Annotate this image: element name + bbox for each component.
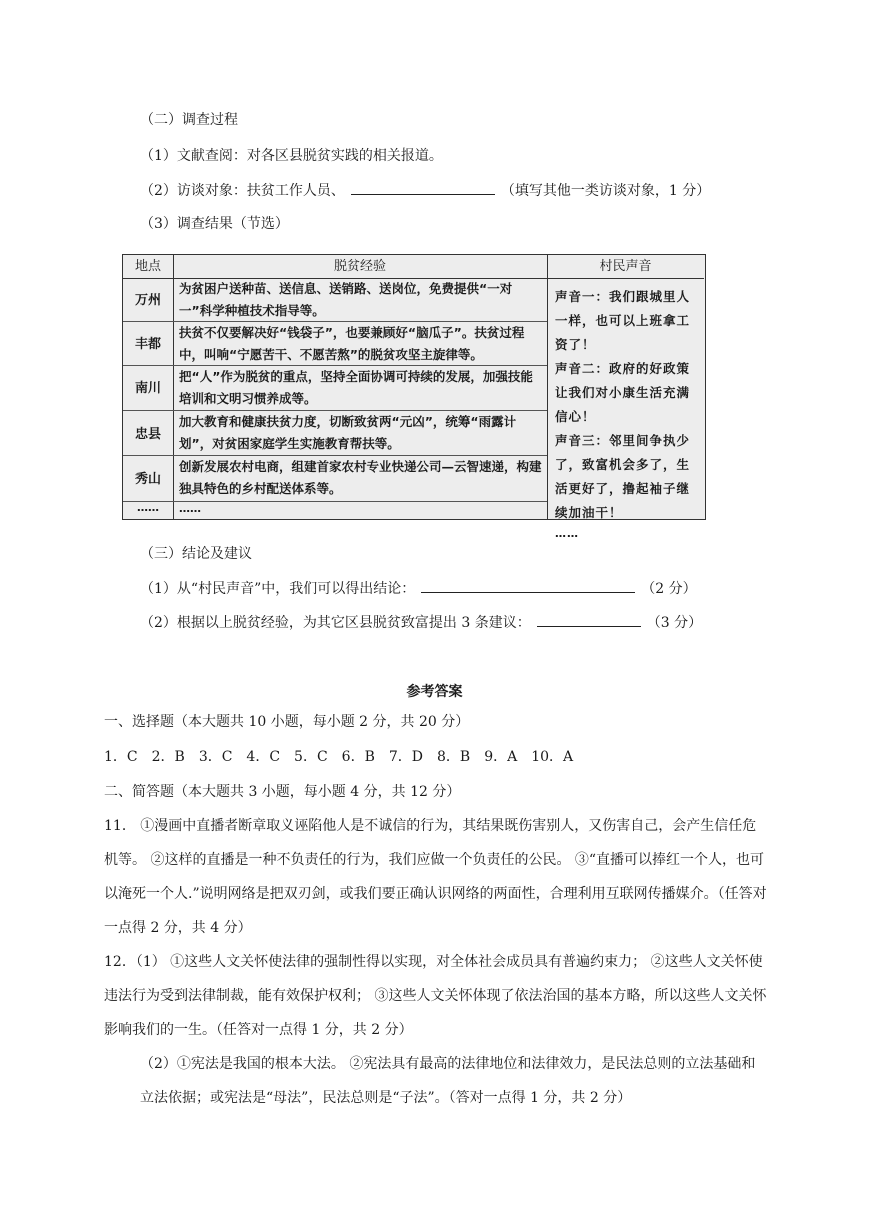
answer-blank-2[interactable] (421, 578, 635, 593)
answers-section-2: 二、简答题（本大题共 3 小题，每小题 4 分，共 12 分） (104, 784, 461, 800)
table-row-place: 丰都 (134, 337, 161, 352)
table-header-voices: 村民声音 (547, 255, 704, 279)
conclusion-item-1 (140, 578, 697, 599)
conclusion-item-2-suffix: （3 分） (646, 615, 703, 631)
table-divider (547, 255, 548, 519)
villager-voices (555, 285, 701, 543)
answers-title: 参考答案 (406, 684, 463, 700)
answer-q12-part1: 12．（1） ①这些人文关怀使法律的强制性得以实现，对全体社会成员具有普遍约束力； ②这些人文关怀使违法行为受到法律制裁，能有效保护权利； ③这些人文关怀体现了依法治国的基本方略，所以这些人文关怀影响我们的一生。（任答对一点得 1 分，共 2 分） (104, 954, 767, 1038)
table-header-experience: 脱贫经验 (173, 255, 547, 279)
conclusion-title: （三）结论及建议 (140, 546, 252, 562)
answer-q11: 11． ①漫画中直播者断章取义诬陷他人是不诚信的行为，其结果既伤害别人，又伤害自己，会产生信任危机等。 ②这样的直播是一种不负责任的行为，我们应做一个负责任的公民。 ③“直播可以捧红一个人，也可以淹死一个人.”说明网络是把双刃剑，或我们要正确认识网络的两面性，合理利用互联网传播媒介。（任答对一点得 2 分，共 4 分） (104, 818, 767, 936)
table-row-place: 秀山 (134, 472, 161, 487)
survey-item-2 (140, 180, 710, 201)
table-divider (173, 255, 174, 519)
conclusion-item-2-prefix: （2）根据以上脱贫经验，为其它区县脱贫致富提出 3 条建议： (140, 615, 531, 631)
process-title: （二）调查过程 (140, 112, 238, 128)
voice-1: 声音一：我们跟城里人一样，也可以上班拿工资了！ (555, 289, 691, 352)
answer-q12-part2: （2）①宪法是我国的根本大法。 ②宪法具有最高的法律地位和法律效力，是民法总则的立法基础和立法依据；或宪法是“母法”，民法总则是“子法”。（答对一点得 1 分，共 2 分） (140, 1056, 756, 1106)
answers-choices: 1．C 2．B 3．C 4．C 5．C 6．B 7．D 8．B 9．A 10．A (104, 749, 574, 765)
table-row-place: 万州 (134, 293, 161, 308)
conclusion-item-1-prefix: （1）从“村民声音”中，我们可以得出结论： (140, 581, 416, 597)
voice-2: 声音二：政府的好政策让我们对小康生活充满信心！ (555, 361, 691, 424)
table-row-experience: 把“人”作为脱贫的重点，坚持全面协调可持续的发展，加强技能培训和文明习惯养成等。 (179, 369, 533, 406)
survey-item-2-prefix: （2）访谈对象：扶贫工作人员、 (140, 183, 345, 199)
table-row-place: 南川 (134, 381, 161, 396)
table-row-experience: 创新发展农村电商，组建首家农村专业快递公司—云智速递，构建独具特色的乡村配送体系等。 (179, 459, 542, 496)
result-table (122, 254, 706, 540)
answer-blank-1[interactable] (351, 180, 495, 195)
survey-item-1: （1）文献查阅：对各区县脱贫实践的相关报道。 (140, 148, 443, 164)
table-row-experience: 加大教育和健康扶贫力度，切断致贫两“元凶”，统筹“雨露计划”，对贫困家庭学生实施教育帮扶等。 (179, 414, 517, 451)
table-row-experience: 为贫困户送种苗、送信息、送销路、送岗位，免费提供“一对一”科学种植技术指导等。 (179, 281, 513, 318)
survey-item-2-suffix: （填写其他一类访谈对象，1 分） (500, 183, 711, 199)
conclusion-item-1-suffix: （2 分） (641, 581, 697, 597)
answers-section-1: 一、选择题（本大题共 10 小题，每小题 2 分，共 20 分） (104, 714, 470, 730)
table-header-place: 地点 (123, 255, 173, 279)
conclusion-item-2 (140, 612, 702, 633)
table-row-experience: 扶贫不仅要解决好“钱袋子”，也要兼顾好“脑瓜子”。扶贫过程中，叫响“宁愿苦干、不愿苦熬”的脱贫攻坚主旋律等。 (179, 325, 525, 362)
table-row-experience: …… (179, 502, 201, 515)
answer-blank-3[interactable] (537, 612, 641, 627)
table-row-place: …… (137, 501, 159, 514)
voice-more: …… (555, 527, 579, 540)
voice-3: 声音三：邻里间争执少了，致富机会多了，生活更好了，撸起袖子继续加油干！ (555, 433, 691, 520)
table-row-place: 忠县 (134, 427, 161, 442)
survey-item-3: （3）调查结果（节选） (140, 216, 289, 232)
